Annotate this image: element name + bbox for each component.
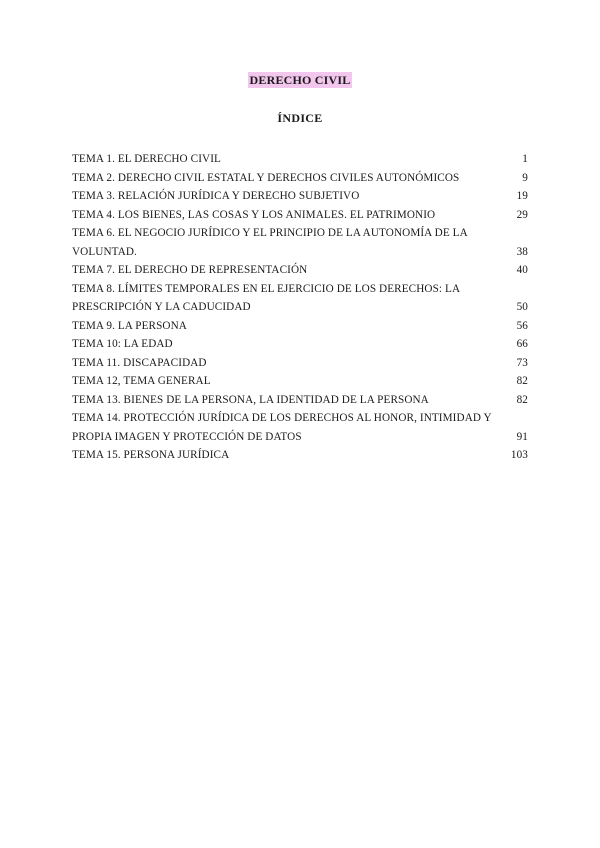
toc-entry-title: TEMA 10: LA EDAD: [72, 338, 173, 350]
toc-entry-page: 66: [516, 338, 528, 350]
toc-entry-title: TEMA 1. EL DERECHO CIVIL: [72, 153, 221, 165]
toc-entry[interactable]: [72, 335, 528, 354]
toc-entry-page: 82: [516, 393, 528, 406]
toc-entry[interactable]: [72, 206, 528, 225]
toc-entry-page: 9: [522, 171, 528, 184]
index-heading: ÍNDICE: [277, 111, 323, 125]
toc-entry-title: TEMA 9. LA PERSONA: [72, 319, 187, 332]
document-title: [0, 73, 600, 88]
toc-entry[interactable]: [72, 261, 528, 280]
toc-entry-page: 40: [516, 264, 528, 276]
toc-entry-title: TEMA 13. BIENES DE LA PERSONA, LA IDENTIDAD DE LA PERSONA: [72, 393, 429, 406]
document-title-text: DERECHO CIVIL: [249, 73, 351, 87]
toc-entry-page: 56: [516, 319, 528, 332]
toc-entry-title: TEMA 12, TEMA GENERAL: [72, 375, 211, 387]
toc-entry-page: 50: [516, 301, 528, 313]
toc-entry-title: TEMA 8. LÍMITES TEMPORALES EN EL EJERCICIO DE LOS DERECHOS: LA PRESCRIPCIÓN Y LA CADUCIDAD: [72, 282, 460, 313]
toc-entry-page: 1: [522, 153, 528, 165]
toc-entry-title: TEMA 6. EL NEGOCIO JURÍDICO Y EL PRINCIPIO DE LA AUTONOMÍA DE LA VOLUNTAD.: [72, 227, 468, 258]
toc-entry-title: TEMA 14. PROTECCIÓN JURÍDICA DE LOS DERECHOS AL HONOR, INTIMIDAD Y PROPIA IMAGEN Y PROTECCIÓN DE DATOS: [72, 412, 492, 443]
toc-entry-page: 73: [516, 356, 528, 369]
toc-entry-page: 82: [516, 375, 528, 387]
toc-entry-title: TEMA 2. DERECHO CIVIL ESTATAL Y DERECHOS CIVILES AUTONÓMICOS: [72, 171, 460, 184]
toc-entry[interactable]: [72, 224, 528, 261]
toc-entry-page: 91: [516, 430, 528, 443]
toc-entry-page: 103: [510, 449, 528, 461]
toc-entry-title: TEMA 11. DISCAPACIDAD: [72, 356, 207, 369]
toc-entry[interactable]: [72, 280, 528, 317]
table-of-contents: [72, 150, 528, 465]
toc-entry-title: TEMA 7. EL DERECHO DE REPRESENTACIÓN: [72, 264, 308, 276]
toc-entry[interactable]: [72, 409, 528, 446]
toc-entry-page: 19: [516, 190, 528, 202]
toc-entry[interactable]: [72, 317, 528, 336]
toc-entry[interactable]: [72, 150, 528, 169]
toc-entry[interactable]: [72, 187, 528, 206]
toc-entry-title: TEMA 3. RELACIÓN JURÍDICA Y DERECHO SUBJETIVO: [72, 190, 360, 202]
toc-entry-title: TEMA 15. PERSONA JURÍDICA: [72, 449, 230, 461]
toc-entry[interactable]: [72, 446, 528, 465]
toc-entry[interactable]: [72, 169, 528, 188]
toc-entry[interactable]: [72, 354, 528, 373]
toc-entry-page: 29: [516, 208, 528, 221]
toc-entry-title: TEMA 4. LOS BIENES, LAS COSAS Y LOS ANIMALES. EL PATRIMONIO: [72, 208, 436, 221]
toc-entry[interactable]: [72, 391, 528, 410]
toc-entry[interactable]: [72, 372, 528, 391]
toc-entry-page: 38: [516, 245, 528, 258]
